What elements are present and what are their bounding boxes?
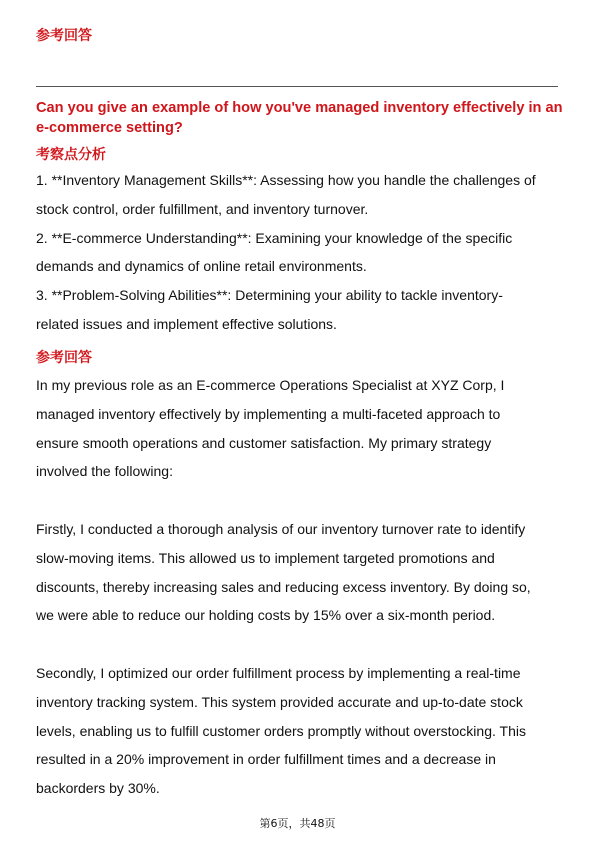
answer-line: levels, enabling us to fulfill customer orders promptly without overstocking. This [36, 722, 526, 739]
analysis-line: 2. **E-commerce Understanding**: Examining your knowledge of the specific [36, 229, 513, 246]
answer-line: ensure smooth operations and customer satisfaction. My primary strategy [36, 434, 492, 451]
section-divider [36, 86, 558, 87]
page-number-footer: 第6页，共48页 [259, 817, 336, 830]
answer-line: resulted in a 20% improvement in order fulfillment times and a decrease in [36, 751, 496, 768]
answer-line: we were able to reduce our holding costs by 15% over a six-month period. [36, 607, 496, 624]
analysis-body [36, 166, 560, 339]
answer-line: inventory tracking system. This system provided accurate and up-to-date stock [36, 693, 523, 710]
answer-line [36, 630, 560, 659]
answer-line: discounts, thereby increasing sales and reducing excess inventory. By doing so, [36, 578, 531, 595]
answer-line: managed inventory effectively by implementing a multi-faceted approach to [36, 405, 501, 422]
analysis-heading: 考察点分析 [36, 147, 106, 163]
analysis-line: stock control, order fulfillment, and inventory turnover. [36, 200, 369, 217]
answer-line: Firstly, I conducted a thorough analysis of our inventory turnover rate to identify [36, 520, 526, 537]
top-answer-heading: 参考回答 [36, 28, 92, 44]
answer-line: In my previous role as an E-commerce Operations Specialist at XYZ Corp, I [36, 377, 505, 393]
analysis-line: related issues and implement effective solutions. [36, 315, 337, 332]
answer-line: Secondly, I optimized our order fulfillment process by implementing a real-time [36, 664, 521, 681]
answer-heading: 参考回答 [36, 350, 92, 366]
answer-body [36, 371, 560, 803]
analysis-line: demands and dynamics of online retail environments. [36, 258, 367, 275]
answer-line [36, 486, 560, 515]
question-title: Can you give an example of how you've managed inventory effectively in an e-commerce setting? [36, 100, 563, 136]
analysis-line: 1. **Inventory Management Skills**: Assessing how you handle the challenges of [36, 172, 536, 188]
answer-line: involved the following: [36, 463, 173, 480]
answer-line: backorders by 30%. [36, 780, 160, 797]
analysis-line: 3. **Problem-Solving Abilities**: Determining your ability to tackle inventory- [36, 287, 503, 304]
answer-line: slow-moving items. This allowed us to implement targeted promotions and [36, 549, 495, 566]
